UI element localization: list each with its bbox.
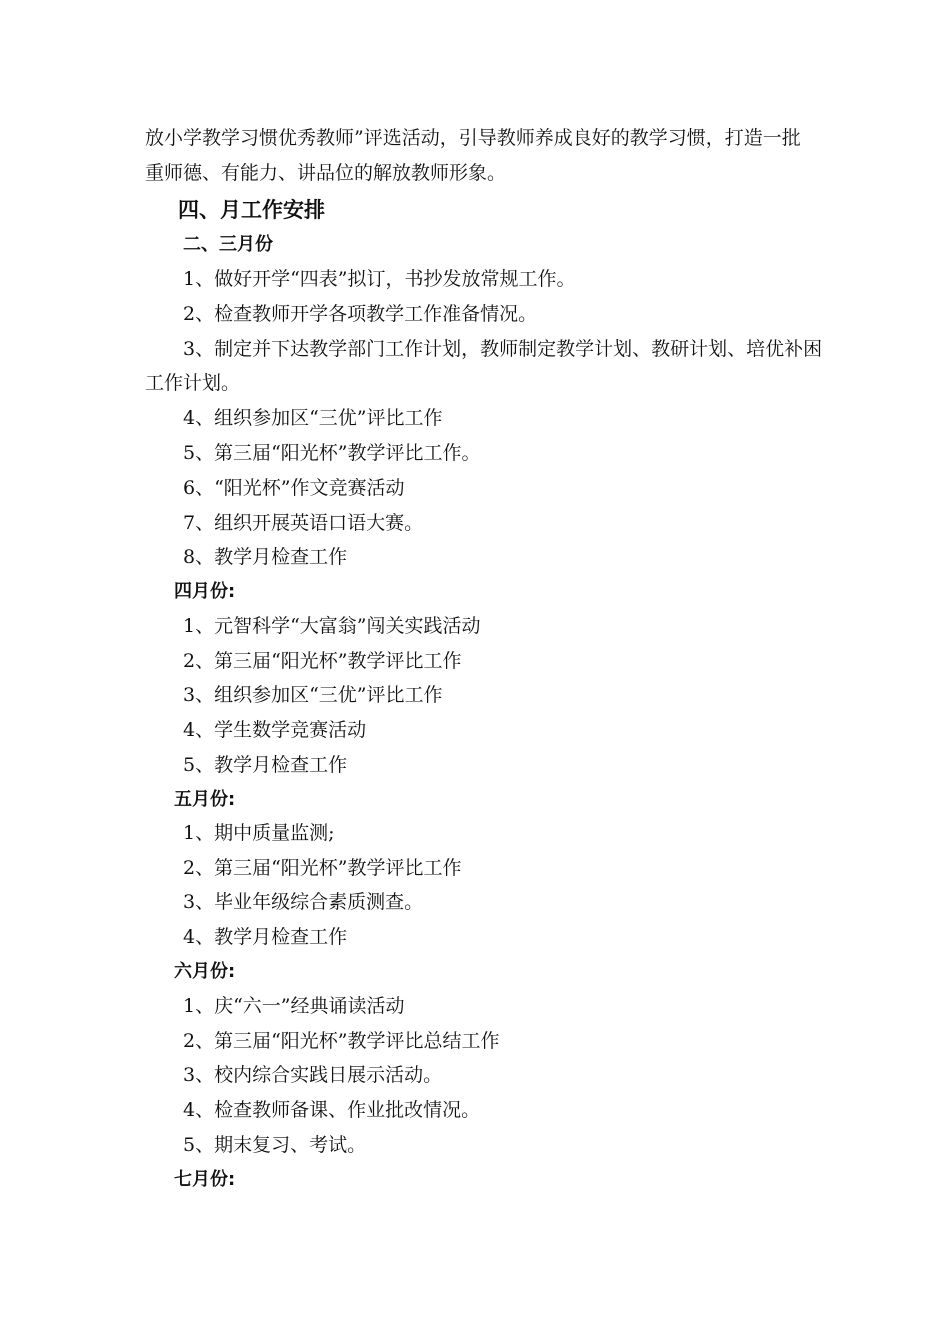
list-item: 3、校内综合实践日展示活动。 xyxy=(183,1064,443,1086)
list-item-continuation: 工作计划。 xyxy=(145,372,241,394)
month-title: 四月份: xyxy=(174,581,236,602)
list-item: 5、教学月检查工作 xyxy=(183,754,348,776)
list-item: 1、期中质量监测; xyxy=(183,822,335,844)
list-item: 3、制定并下达教学部门工作计划，教师制定教学计划、教研计划、培优补困 xyxy=(183,338,823,360)
list-item: 7、组织开展英语口语大赛。 xyxy=(183,512,424,534)
list-item: 1、元智科学“大富翁”闯关实践活动 xyxy=(183,615,481,637)
list-item: 4、组织参加区“三优”评比工作 xyxy=(183,407,443,429)
list-item: 2、第三届“阳光杯”教学评比工作 xyxy=(183,650,462,672)
list-item: 3、毕业年级综合素质测查。 xyxy=(183,891,424,913)
month-title: 二、三月份 xyxy=(183,234,273,255)
intro-line: 重师德、有能力、讲品位的解放教师形象。 xyxy=(145,162,507,184)
list-item: 5、第三届“阳光杯”教学评比工作。 xyxy=(183,442,481,464)
list-item: 2、第三届“阳光杯”教学评比工作 xyxy=(183,857,462,879)
list-item: 8、教学月检查工作 xyxy=(183,546,348,568)
list-item: 3、组织参加区“三优”评比工作 xyxy=(183,684,443,706)
list-item: 4、教学月检查工作 xyxy=(183,926,348,948)
section-title: 四、月工作安排 xyxy=(178,198,325,222)
list-item: 5、期末复习、考试。 xyxy=(183,1134,367,1156)
list-item: 1、庆“六一”经典诵读活动 xyxy=(183,995,405,1017)
month-title: 五月份: xyxy=(174,789,236,810)
list-item: 4、检查教师备课、作业批改情况。 xyxy=(183,1099,481,1121)
month-title: 六月份: xyxy=(174,961,236,982)
intro-line: 放小学教学习惯优秀教师”评选活动，引导教师养成良好的教学习惯，打造一批 xyxy=(145,127,801,149)
list-item: 6、“阳光杯”作文竞赛活动 xyxy=(183,477,405,499)
list-item: 2、检查教师开学各项教学工作准备情况。 xyxy=(183,303,538,325)
month-title: 七月份: xyxy=(174,1169,236,1190)
list-item: 2、第三届“阳光杯”教学评比总结工作 xyxy=(183,1030,500,1052)
list-item: 4、学生数学竞赛活动 xyxy=(183,719,367,741)
list-item: 1、做好开学“四表”拟订，书抄发放常规工作。 xyxy=(183,268,576,290)
